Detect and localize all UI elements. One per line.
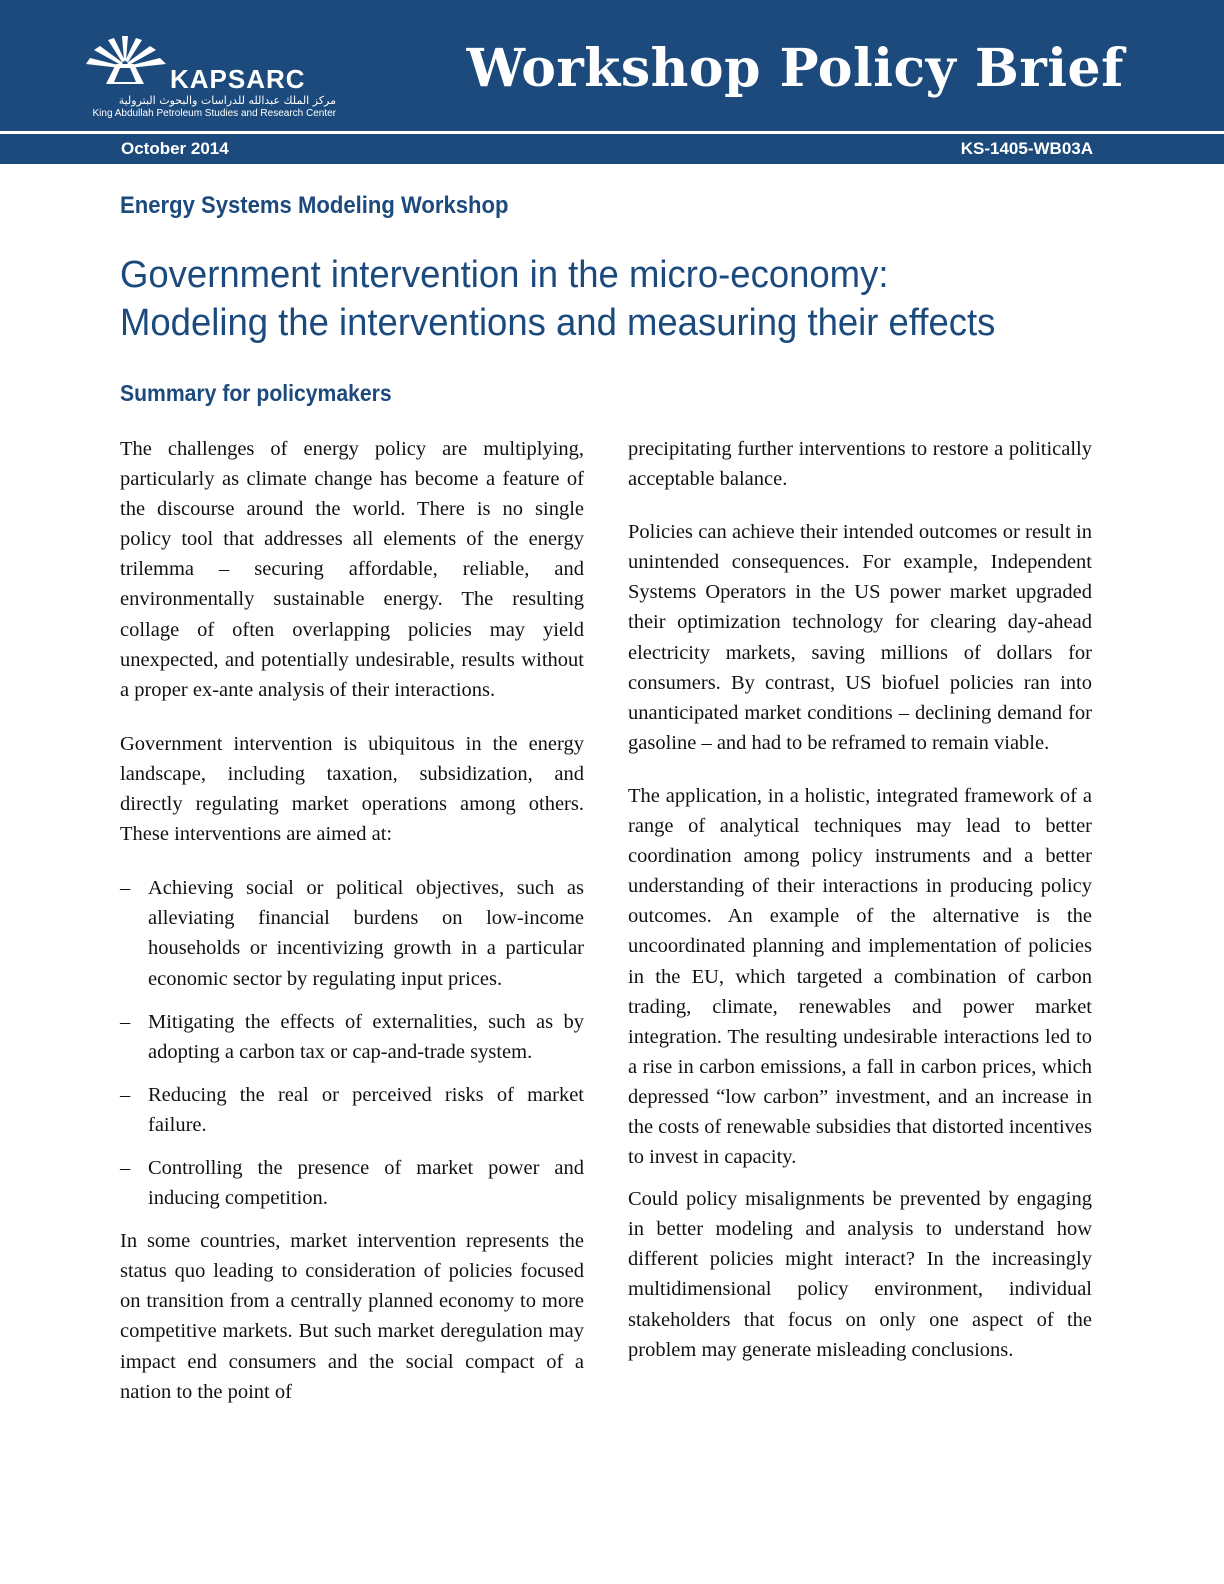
brief-type-title: Workshop Policy Brief [466, 38, 1124, 99]
dash-bullet-icon: – [120, 1156, 131, 1179]
logo-wordmark: KAPSARC [170, 64, 306, 94]
list-item [120, 1080, 584, 1140]
logo-english-name: King Abdullah Petroleum Studies and Research Center [92, 108, 336, 119]
left-column [120, 434, 584, 1431]
list-item-text: Controlling the presence of market power and inducing competition. [148, 1156, 584, 1210]
paragraph: precipitating further interventions to restore a politically acceptable balance. [628, 438, 1092, 491]
paragraph: The challenges of energy policy are multiplying, particularly as climate change has become a feature of the discourse around the world. There is no single policy tool that addresses all elements of the energy trilemma – securing affordable, reliable, and environmentally sustainable energy. The resulting collage of often overlapping policies may yield unexpected, and potentially undesirable, results without a proper ex-ante analysis of their interactions. [120, 438, 584, 701]
title-line-1: Government intervention in the micro-economy: [120, 254, 889, 296]
list-item-text: Achieving social or political objectives, such as alleviating financial burdens on low-income households or incentivizing growth in a particular economic sector by regulating input prices. [148, 877, 584, 990]
right-column [628, 434, 1092, 1388]
kapsarc-logo [78, 34, 348, 120]
list-item-text: Reducing the real or perceived risks of market failure. [148, 1083, 584, 1136]
list-item [120, 1153, 584, 1213]
paragraph: Policies can achieve their intended outcomes or result in unintended consequences. For example, Independent Systems Operators in the US power market upgraded their optimization technology for clearing day-ahead electricity markets, saving millions of dollars for consumers. By contrast, US biofuel policies ran into unanticipated market conditions – declining demand for gasoline – and had to be reframed to remain viable. [628, 521, 1092, 754]
kapsarc-emblem-icon [78, 34, 174, 88]
page-title [120, 251, 1080, 347]
meta-bar [0, 134, 1224, 164]
objectives-list [120, 873, 584, 1213]
paragraph: Could policy misalignments be prevented by engaging in better modeling and analysis to understand how different policies might interact? In the increasingly multidimensional policy environment, individual stakeholders that focus on only one aspect of the problem may generate misleading conclusions. [628, 1188, 1092, 1361]
workshop-name: Energy Systems Modeling Workshop [120, 192, 509, 219]
publication-date: October 2014 [121, 139, 229, 158]
document-code: KS-1405-WB03A [960, 139, 1093, 158]
section-heading: Summary for policymakers [120, 380, 392, 406]
title-line-2: Modeling the interventions and measuring their effects [120, 302, 996, 344]
paragraph: The application, in a holistic, integrated framework of a range of analytical techniques may lead to better coordination among policy instruments and a better understanding of their interactions in producing policy outcomes. An example of the alternative is the uncoordinated planning and implementation of policies in the EU, which targeted a combination of carbon trading, climate, renewables and power market integration. The resulting undesirable interactions led to a rise in carbon emissions, a fall in carbon prices, which depressed “low carbon” investment, and an increase in the costs of renewable subsidies that distorted incentives to invest in capacity. [628, 784, 1092, 1169]
list-item [120, 1007, 584, 1067]
list-item [120, 873, 584, 993]
paragraph: Government intervention is ubiquitous in the energy landscape, including taxation, subsidization, and directly regulating market operations among others. These interventions are aimed at: [120, 732, 584, 846]
paragraph: In some countries, market intervention represents the status quo leading to consideration of policies focused on transition from a centrally planned economy to more competitive markets. But such market deregulation may impact end consumers and the social compact of a nation to the point of [120, 1230, 584, 1403]
header-banner [0, 0, 1224, 131]
dash-bullet-icon: – [120, 877, 131, 900]
dash-bullet-icon: – [120, 1010, 131, 1033]
logo-arabic-name: مركز الملك عبدالله للدراسات والبحوث البترولية [118, 94, 336, 107]
list-item-text: Mitigating the effects of externalities, such as by adopting a carbon tax or cap-and-trade system. [148, 1010, 584, 1063]
dash-bullet-icon: – [120, 1083, 131, 1106]
